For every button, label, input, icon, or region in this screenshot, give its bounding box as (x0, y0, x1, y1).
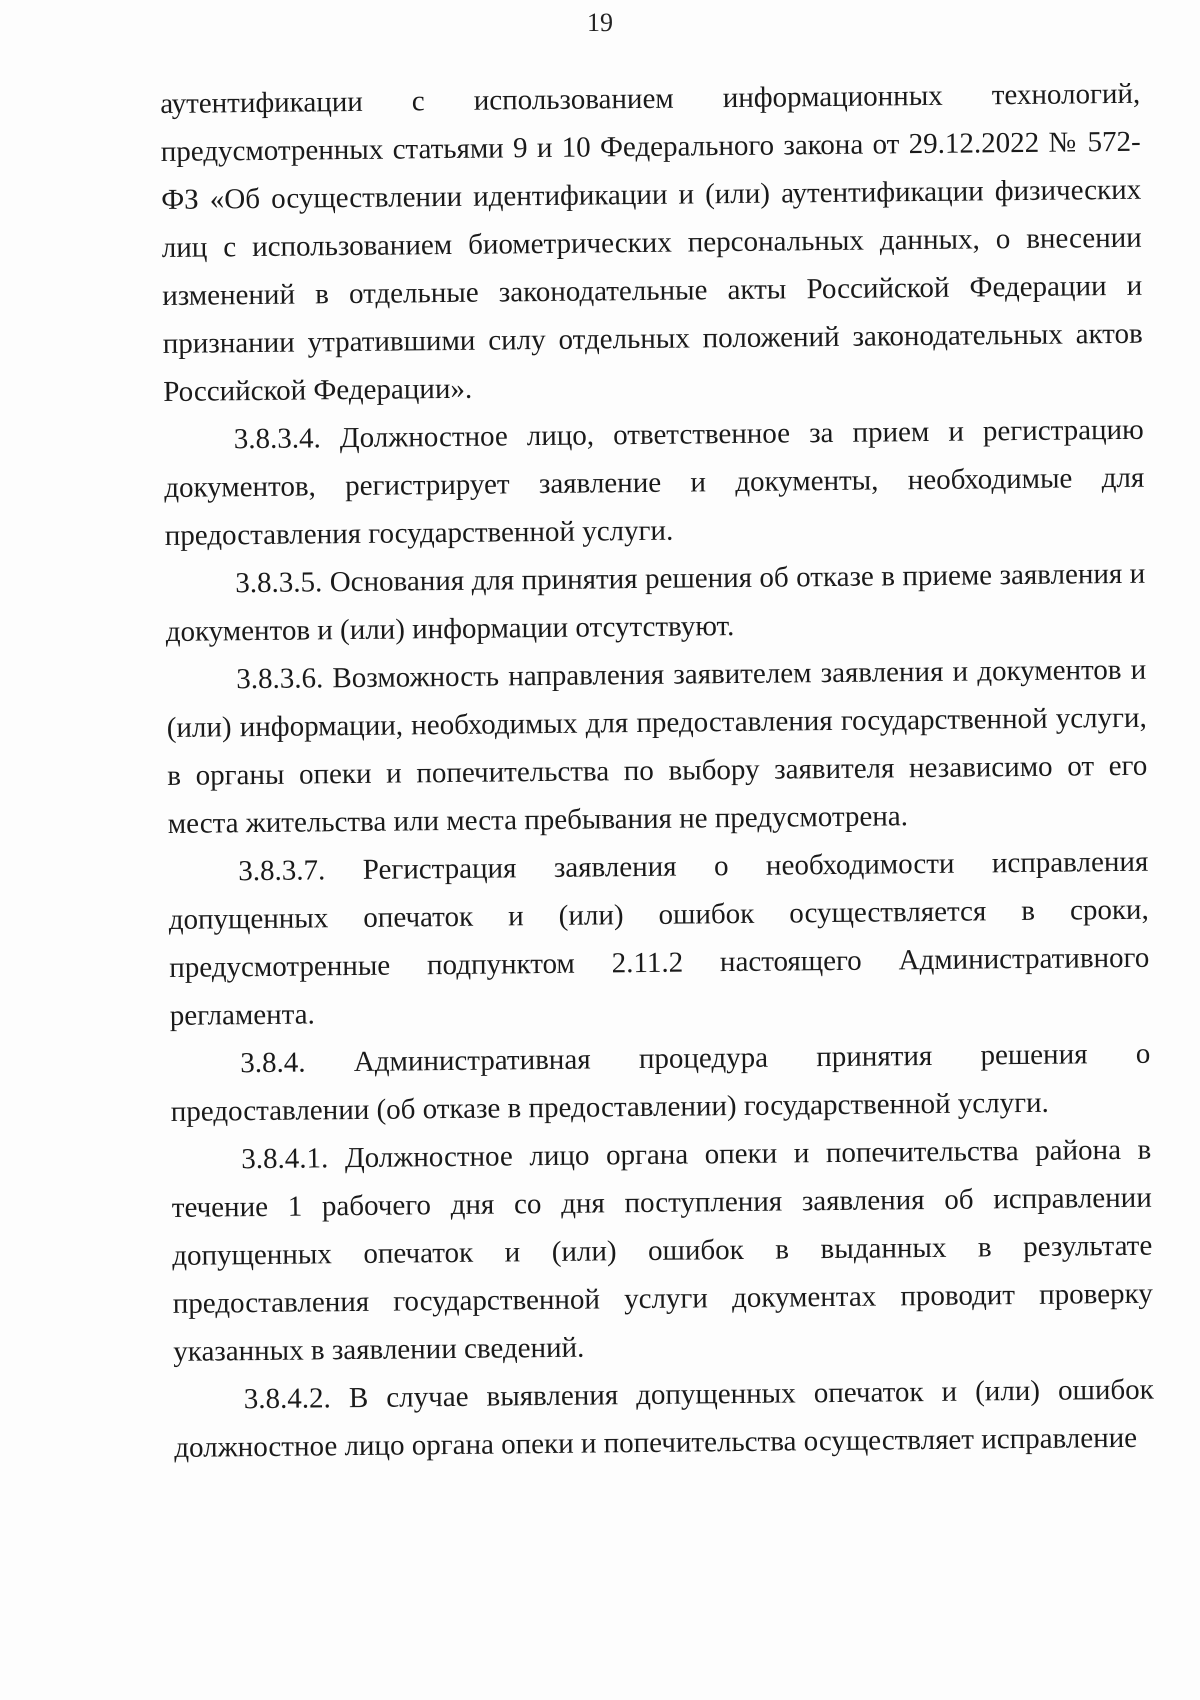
paragraph-3-8-4-2: 3.8.4.2. В случае выявления допущенных опечаток и (или) ошибок должностное лицо органа опеки и попечительства осуществляет исправление (174, 1373, 1154, 1464)
page-number: 19 (587, 8, 613, 37)
paragraph-3-8-4-1: 3.8.4.1. Должностное лицо органа опеки и попечительства района в течение 1 рабочего дня со дня поступления заявления об исправлении допущенных опечаток и (или) ошибок в выданных в результате предоставления государственной услуги документах проводит проверку указанных в заявлении сведений. (171, 1133, 1153, 1368)
paragraph-3-8-3-5: 3.8.3.5. Основания для принятия решения об отказе в приеме заявления и документов и (или) информации отсутствуют. (165, 557, 1146, 648)
paragraph-3-8-3-7: 3.8.3.7. Регистрация заявления о необходимости исправления допущенных опечаток и (или) ошибок осуществляется в сроки, предусмотренные подпунктом 2.11.2 настоящего Административного регламента. (168, 845, 1150, 1032)
document-body (160, 70, 1155, 1472)
paragraph-3-8-3-6: 3.8.3.6. Возможность направления заявителем заявления и документов и (или) информации, необходимых для предоставления государственной услуги, в органы опеки и попечительства по выбору заявителя независимо от его места жительства или места пребывания не предусмотрена. (166, 653, 1148, 840)
paragraph-continuation: аутентификации с использованием информационных технологий, предусмотренных статьями 9 и 10 Федерального закона от 29.12.2022 № 572-ФЗ «Об осуществлении идентификации и (или) аутентификации физических лиц с использованием биометрических персональных данных, о внесении изменений в отдельные законодательные акты Российской Федерации и признании утратившими силу отдельных положений законодательных актов Российской Федерации». (160, 77, 1143, 408)
paragraph-3-8-4: 3.8.4. Административная процедура принятия решения о предоставлении (об отказе в предоставлении) государственной услуги. (170, 1037, 1151, 1128)
paragraph-3-8-3-4: 3.8.3.4. Должностное лицо, ответственное за прием и регистрацию документов, регистрирует заявление и документы, необходимые для предоставления государственной услуги. (164, 413, 1145, 552)
